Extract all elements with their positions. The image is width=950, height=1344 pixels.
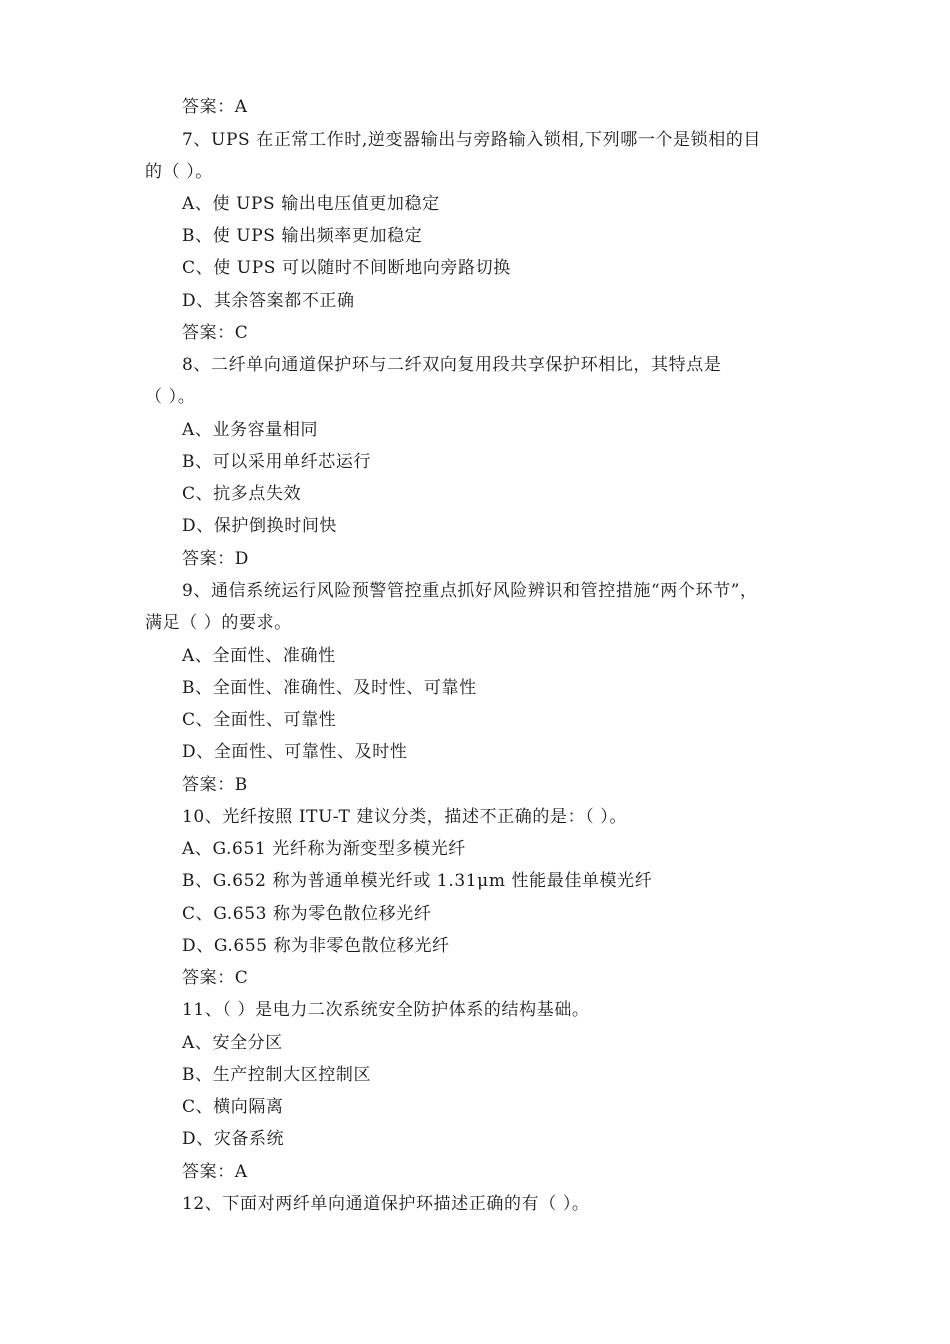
option-d: D、全面性、可靠性、及时性: [182, 742, 408, 762]
option-a: A、安全分区: [182, 1033, 283, 1053]
question-7-text-cont: 的（ ）。: [145, 162, 213, 182]
answer-line: 答案：C: [182, 968, 249, 988]
answer-line: 答案：B: [182, 775, 248, 795]
option-c: C、使 UPS 可以随时不间断地向旁路切换: [182, 258, 511, 278]
question-8-text: 8、二纤单向通道保护环与二纤双向复用段共享保护环相比，其特点是: [182, 355, 722, 375]
question-12-text: 12、下面对两纤单向通道保护环描述正确的有（ ）。: [182, 1194, 590, 1214]
question-10-text: 10、光纤按照 ITU-T 建议分类，描述不正确的是：（ ）。: [182, 807, 628, 827]
question-9-text-cont: 满足（ ）的要求。: [145, 613, 292, 633]
answer-line: 答案：D: [182, 549, 250, 569]
option-d: D、G.655 称为非零色散位移光纤: [182, 936, 450, 956]
answer-line: 答案：A: [182, 1162, 248, 1182]
question-7-text: 7、UPS 在正常工作时,逆变器输出与旁路输入锁相,下列哪一个是锁相的目: [182, 130, 762, 150]
option-d: D、保护倒换时间快: [182, 516, 338, 536]
option-c: C、G.653 称为零色散位移光纤: [182, 904, 432, 924]
option-b: B、全面性、准确性、及时性、可靠性: [182, 678, 477, 698]
option-a: A、业务容量相同: [182, 420, 319, 440]
answer-line: 答案：C: [182, 323, 249, 343]
question-9-text: 9、通信系统运行风险预警管控重点抓好风险辨识和管控措施“两个环节”，: [182, 581, 758, 601]
option-a: A、使 UPS 输出电压值更加稳定: [182, 194, 440, 214]
option-d: D、灾备系统: [182, 1129, 285, 1149]
option-c: C、抗多点失效: [182, 484, 302, 504]
option-d: D、其余答案都不正确: [182, 291, 355, 311]
question-8-text-cont: （ ）。: [145, 387, 196, 407]
option-b: B、生产控制大区控制区: [182, 1065, 372, 1085]
option-c: C、全面性、可靠性: [182, 710, 337, 730]
answer-line: 答案：A: [182, 97, 248, 117]
option-b: B、使 UPS 输出频率更加稳定: [182, 226, 423, 246]
option-a: A、全面性、准确性: [182, 646, 336, 666]
option-a: A、G.651 光纤称为渐变型多模光纤: [182, 839, 466, 859]
option-c: C、横向隔离: [182, 1097, 284, 1117]
option-b: B、可以采用单纤芯运行: [182, 452, 372, 472]
option-b: B、G.652 称为普通单模光纤或 1.31μm 性能最佳单模光纤: [182, 871, 653, 891]
question-11-text: 11、（ ）是电力二次系统安全防护体系的结构基础。: [182, 1000, 590, 1020]
